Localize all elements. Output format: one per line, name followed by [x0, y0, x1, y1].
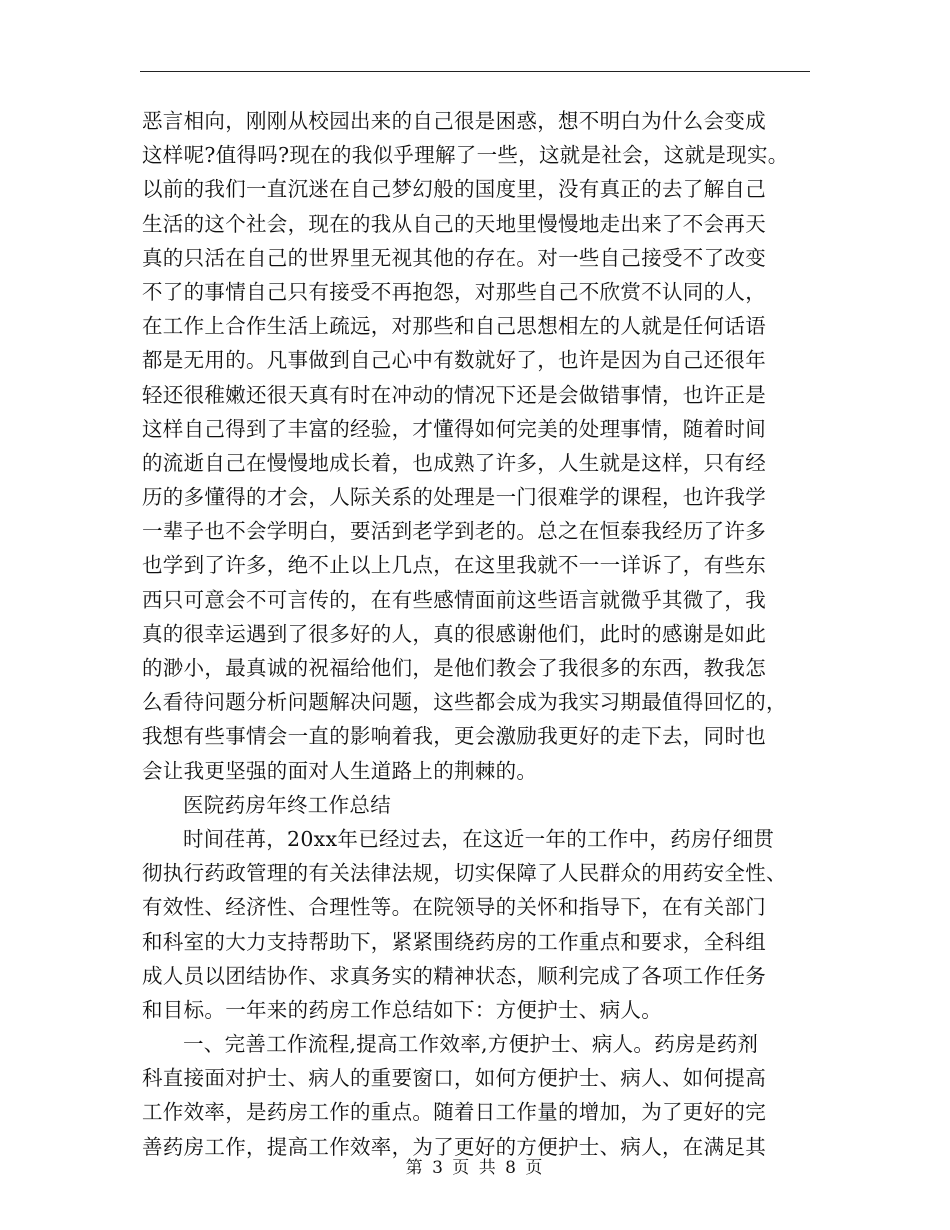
text-line: 以前的我们一直沉迷在自己梦幻般的国度里，没有真正的去了解自己 [142, 177, 766, 202]
text-line: 恶言相向，刚刚从校园出来的自己很是困惑，想不明白为什么会变成 [142, 109, 766, 133]
text-line: 都是无用的。凡事做到自己心中有数就好了，也许是因为自己还很年 [142, 348, 766, 373]
text-line: 生活的这个社会，现在的我从自己的天地里慢慢地走出来了不会再天 [142, 211, 766, 236]
text-line: 科直接面对护士、病人的重要窗口，如何方便护士、病人、如何提高 [142, 1066, 766, 1091]
document-body [142, 104, 812, 1164]
text-line: 彻执行药政管理的有关法律法规，切实保障了人民群众的用药安全性、 [142, 861, 787, 886]
text-line: 和科室的大力支持帮助下，紧紧围绕药房的工作重点和要求，全科组 [142, 929, 766, 954]
text-line: 这样呢?值得吗?现在的我似乎理解了一些，这就是社会，这就是现实。 [142, 143, 789, 168]
text-line: 这样自己得到了丰富的经验，才懂得如何完美的处理事情，随着时间 [142, 416, 766, 441]
header-rule [140, 71, 810, 72]
text-line: 轻还很稚嫩还很天真有时在冲动的情况下还是会做错事情，也许正是 [142, 382, 766, 407]
text-line: 我想有些事情会一直的影响着我，更会激励我更好的走下去，同时也 [142, 724, 766, 749]
text-line: 西只可意会不可言传的，在有些感情面前这些语言就微乎其微了，我 [142, 587, 766, 612]
text-line: 时间荏苒，20xx年已经过去，在这近一年的工作中，药房仔细贯 [183, 826, 775, 851]
text-line: 会让我更坚强的面对人生道路上的荆棘的。 [142, 758, 538, 783]
text-line: 成人员以团结协作、求真务实的精神状态，顺利完成了各项工作任务 [142, 963, 766, 988]
text-line: 善药房工作，提高工作效率，为了更好的方便护士、病人，在满足其 [142, 1134, 766, 1159]
text-line: 么看待问题分析问题解决问题，这些都会成为我实习期最值得回忆的， [142, 690, 787, 715]
text-line: 真的很幸运遇到了很多好的人，真的很感谢他们，此时的感谢是如此 [142, 621, 766, 646]
text-line: 不了的事情自己只有接受不再抱怨，对那些自己不欣赏不认同的人， [142, 279, 766, 304]
text-line: 历的多懂得的才会，人际关系的处理是一门很难学的课程，也许我学 [142, 485, 766, 510]
page-footer: 第 3 页 共 8 页 [405, 1158, 545, 1178]
text-line: 的流逝自己在慢慢地成长着，也成熟了许多，人生就是这样，只有经 [142, 450, 766, 475]
text-line: 有效性、经济性、合理性等。在院领导的关怀和指导下，在有关部门 [142, 895, 766, 920]
text-line: 真的只活在自己的世界里无视其他的存在。对一些自己接受不了改变 [142, 245, 766, 270]
paragraph-1 [142, 104, 812, 788]
paragraph-2 [142, 822, 812, 1027]
text-line: 和目标。一年来的药房工作总结如下：方便护士、病人。 [142, 997, 662, 1022]
text-line: 在工作上合作生活上疏远，对那些和自己思想相左的人就是任何话语 [142, 314, 766, 339]
text-line: 一、完善工作流程,提高工作效率,方便护士、病人。药房是药剂 [183, 1032, 759, 1057]
text-line: 工作效率，是药房工作的重点。随着日工作量的增加，为了更好的完 [142, 1100, 766, 1125]
text-line: 也学到了许多，绝不止以上几点，在这里我就不一一详诉了，有些东 [142, 553, 766, 578]
text-line: 一辈子也不会学明白，要活到老学到老的。总之在恒泰我经历了许多 [142, 519, 766, 544]
section-title: 医院药房年终工作总结 [183, 792, 391, 817]
paragraph-3 [142, 1027, 812, 1164]
text-line: 的渺小，最真诚的祝福给他们，是他们教会了我很多的东西，教我怎 [142, 656, 766, 680]
